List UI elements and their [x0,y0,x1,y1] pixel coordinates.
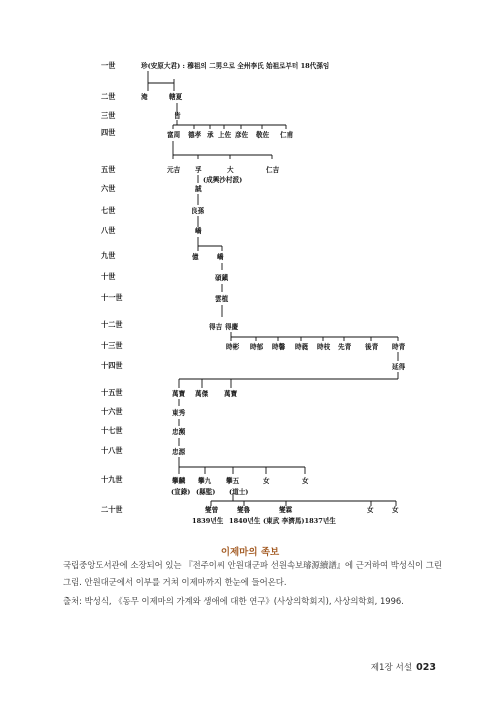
person-name: 女 [367,506,374,514]
person-name: 轄夏 [169,93,183,101]
person-name: 女 [302,477,309,485]
person-name: 敬佐 [256,131,270,139]
person-name: 後青 [365,343,379,351]
person-name: 富周 [167,131,181,139]
gen-label: 七世 [101,206,116,215]
person-name: 先青 [338,343,352,351]
person-name: 時彬 [226,343,240,351]
person-name: 女 [263,477,270,485]
gen-label: 一世 [101,61,116,70]
person-name: 孚 [195,166,202,174]
person-name: 萬寶 [172,390,186,398]
person-name: 皆 [174,112,181,120]
person-name: 延得 [392,363,406,371]
gen-label: 四世 [101,128,116,137]
gen-label: 十九世 [101,475,123,484]
person-name: 時青 [392,343,406,351]
person-note: (道士) [229,488,249,496]
gen-label: 十世 [101,272,116,281]
person-name: 時枝 [317,343,331,351]
person-name: 得慶 [225,323,239,331]
figure-caption: 이제마의 족보 [220,547,280,558]
genealogy-tree [79,41,419,531]
gen-label: 十三世 [101,341,123,350]
person-note: (宣錄) [171,488,191,496]
genealogy-figure [79,41,419,531]
person-name: 德孝 [188,131,202,139]
gen-label: 八世 [101,226,116,235]
person-name: 時郁 [250,343,264,351]
gen-label: 二十世 [101,505,123,514]
person-note: (東武 李濟馬)1837년生 [263,517,336,525]
person-name: 良孫 [191,207,205,215]
person-name: 嶠 [217,253,224,261]
person-name: 東秀 [172,409,186,417]
ancestor-founder: 珍(安原大君) : 穆祖의 二男으로 全州李氏 始祖로부터 18代孫임 [141,62,330,70]
gen-label: 十一世 [101,293,123,302]
gen-label: 九世 [101,251,116,260]
gen-label: 十六世 [101,407,123,416]
person-name: 雲植 [215,295,229,303]
chapter-title: 제1장 서설 [370,663,413,673]
person-name: 淹 [141,93,148,101]
gen-label: 二世 [101,92,116,101]
figure-source: 출처: 박성식, 《동무 이제마의 가계와 생애에 대한 연구》(사상의학회지), 사상의학회, 1996. [63,596,404,606]
page-footer [371,661,436,673]
person-name: 忠源 [172,448,186,456]
person-name: 時馨 [272,343,286,351]
person-name: 萬寶 [224,390,238,398]
branch-note: (成興沙村派) [203,176,243,184]
person-name: 燮魯 [237,506,251,514]
person-name: 元吉 [167,166,181,174]
person-name: 仁吉 [266,166,280,174]
person-name: 嶠 [195,227,202,235]
person-name: 時蕤 [295,343,309,351]
person-name: 攀九 [198,477,212,485]
person-name: 誠 [195,185,202,193]
person-name: 得吉 [209,323,223,331]
person-name: 攀麟 [172,477,186,485]
person-name: 上佐 [218,131,232,139]
figure-description: 국립중앙도서관에 소장되어 있는 『전주이씨 안원대군파 선원속보璿源續譜』에 근거하여 박성식이 그린 그림. 안원대군에서 이부를 거쳐 이제마까지 한눈에 들어온다. [63,560,442,587]
gen-label: 五世 [101,165,116,174]
person-name: 燮霖 [279,506,293,514]
person-note: 1840년生 [229,517,261,525]
person-name: 仁甫 [280,131,294,139]
person-name: 大 [227,166,234,174]
gen-label: 十八世 [101,446,123,455]
person-name: 忠瀕 [172,428,186,436]
person-name: 女 [392,506,399,514]
gen-label: 十二世 [101,320,123,329]
gen-label: 十四世 [101,361,123,370]
person-name: 萬傑 [195,390,209,398]
person-note: (縣監) [196,488,216,496]
person-name: 燮曾 [205,506,219,514]
tree-connectors [148,71,398,506]
person-name: 攀五 [226,477,240,485]
gen-label: 三世 [101,111,116,120]
person-name: 承 [207,131,214,139]
person-note: 1839년生 [192,517,224,525]
gen-label: 六世 [101,184,116,193]
person-name: 億 [192,253,199,261]
page-number: 023 [416,662,436,673]
person-name: 彦佐 [235,131,249,139]
gen-label: 十七世 [101,426,123,435]
person-name: 碩鎭 [215,274,229,282]
gen-label: 十五世 [101,388,123,397]
